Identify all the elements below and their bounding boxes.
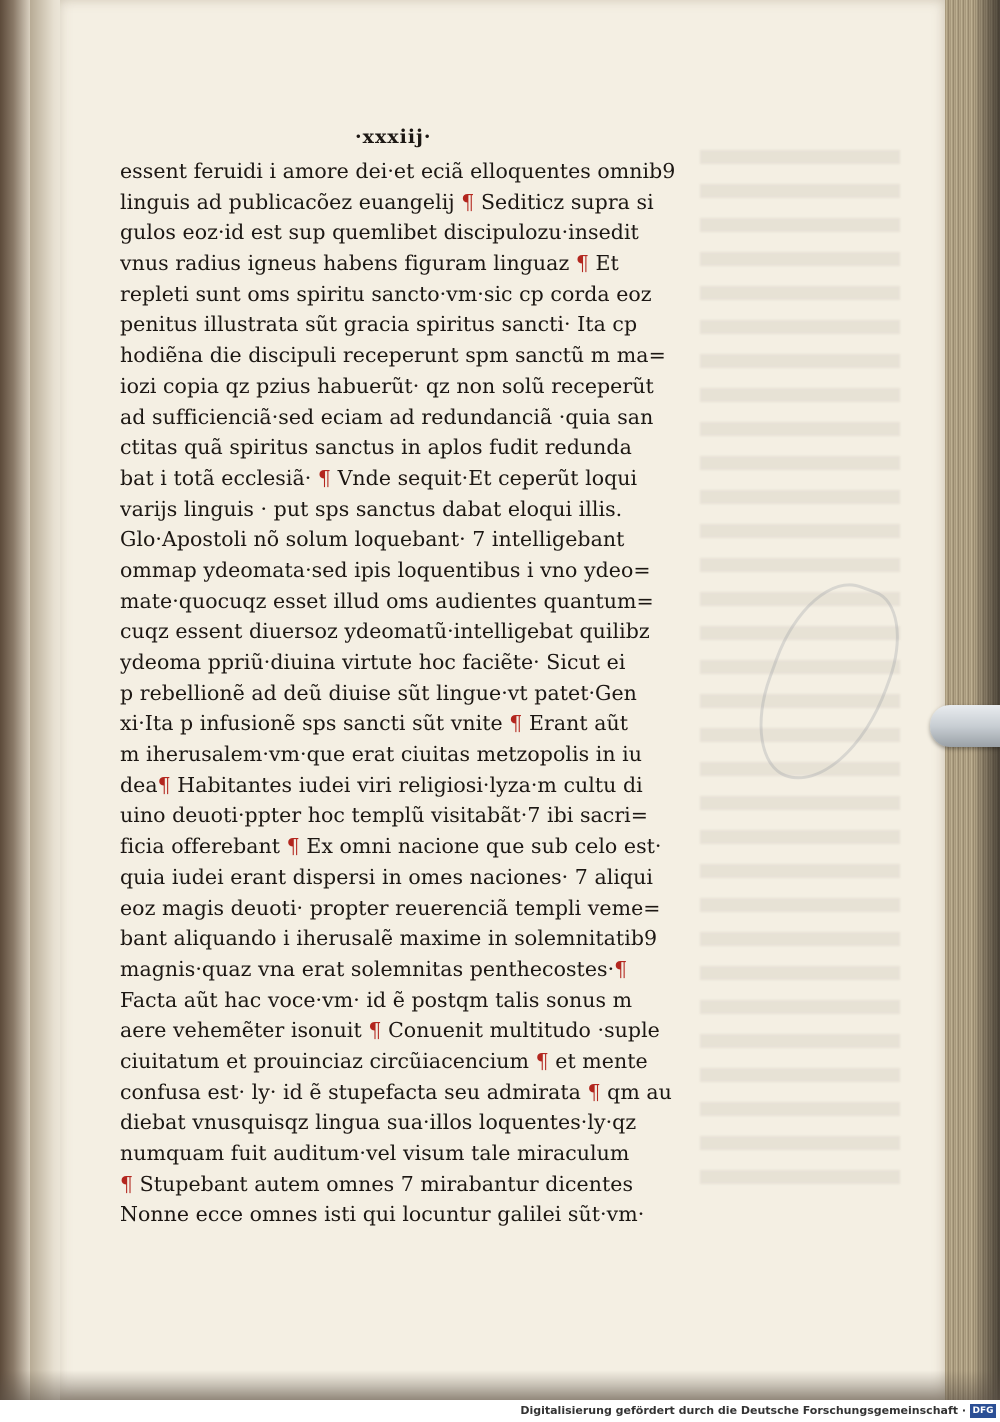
text-line: mate·quocuqz esset illud oms audientes quantum=	[120, 588, 654, 613]
rubric-paragraph-mark: ¶	[461, 189, 475, 214]
text-line: magnis·quaz vna erat solemnitas penthecostes·¶	[120, 956, 628, 981]
text-line: aere vehemẽter isonuit ¶ Conuenit multitudo ·suple	[120, 1018, 660, 1043]
text-line: varijs linguis · put sps sanctus dabat eloqui illis.	[120, 496, 623, 521]
facing-page-edge	[0, 0, 30, 1400]
text-line: repleti sunt oms spiritu sancto·vm·sic cp corda eoz	[120, 281, 652, 306]
text-line: bat i totã ecclesiã· ¶ Vnde sequit·Et ceperũt loqui	[120, 465, 638, 490]
rubric-paragraph-mark: ¶	[286, 834, 300, 859]
text-line: ciuitatum et prouinciaz circũiacencium ¶ et mente	[120, 1048, 648, 1073]
footer-credit: Digitalisierung gefördert durch die Deutsche Forschungsgemeinschaft ·	[520, 1404, 966, 1417]
dfg-logo: DFG	[970, 1404, 996, 1418]
text-line: confusa est· ly· id ẽ stupefacta seu admirata ¶ qm au	[120, 1079, 672, 1104]
page-edges-shadow	[975, 0, 1000, 1400]
text-line: diebat vnusquisqz lingua sua·illos loquentes·ly·qz	[120, 1110, 637, 1135]
rubric-paragraph-mark: ¶	[509, 711, 523, 736]
text-line: eoz magis deuoti· propter reuerenciã templi veme=	[120, 895, 661, 920]
bottom-shadow	[0, 1370, 1000, 1400]
text-line: ficia offerebant ¶ Ex omni nacione que sub celo est·	[120, 834, 662, 859]
page-clip	[930, 705, 1000, 747]
rubric-paragraph-mark: ¶	[120, 1171, 134, 1196]
text-line: ydeoma ppriũ·diuina virtute hoc faciẽte· Sicut ei	[120, 650, 626, 674]
text-line: Glo·Apostoli nõ solum loquebant· 7 intelligebant	[120, 527, 625, 552]
text-line: m iherusalem·vm·que erat ciuitas metzopolis in iu	[120, 742, 642, 767]
folio-number: ·xxxiij·	[355, 126, 432, 148]
text-line: Facta aũt hac voce·vm· id ẽ postqm talis sonus m	[120, 987, 633, 1012]
text-line: uino deuoti·ppter hoc templũ visitabãt·7 ibi sacri=	[120, 803, 649, 828]
rubric-paragraph-mark: ¶	[317, 465, 331, 490]
text-line: Nonne ecce omnes isti qui locuntur galilei sũt·vm·	[120, 1202, 645, 1227]
rubric-paragraph-mark: ¶	[575, 251, 589, 276]
text-line: gulos eoz·id est sup quemlibet discipulozu·insedit	[120, 220, 639, 245]
rubric-paragraph-mark: ¶	[368, 1018, 382, 1043]
text-line: xi·Ita p infusionẽ sps sancti sũt vnite ¶ Erant aũt	[120, 711, 629, 736]
rubric-paragraph-mark: ¶	[614, 956, 628, 981]
body-text	[120, 156, 700, 1230]
text-line: ctitas quã spiritus sanctus in aplos fudit redunda	[120, 435, 632, 460]
text-line: iozi copia qz pzius habuerũt· qz non solũ receperũt	[120, 373, 654, 398]
text-line: essent feruidi i amore dei·et eciã elloquentes omnib9	[120, 159, 676, 183]
text-line: hodiẽna die discipuli receperunt spm sanctũ m ma=	[120, 343, 666, 368]
text-line: numquam fuit auditum·vel visum tale miraculum	[120, 1141, 630, 1165]
rubric-paragraph-mark: ¶	[587, 1079, 601, 1104]
text-line: quia iudei erant dispersi in omes naciones· 7 aliqui	[120, 864, 653, 889]
text-line: linguis ad publicacõez euangelij ¶ Sediticz supra si	[120, 189, 654, 214]
rubric-paragraph-mark: ¶	[157, 772, 171, 797]
text-line: penitus illustrata sũt gracia spiritus sancti· Ita cp	[120, 312, 638, 337]
text-line: bant aliquando i iherusalẽ maxime in solemnitatib9	[120, 926, 658, 951]
text-line: dea¶ Habitantes iudei viri religiosi·lyza·m cultu di	[120, 772, 643, 797]
text-line: cuqz essent diuersoz ydeomatũ·intelligebat quilibz	[120, 619, 650, 644]
text-line: ad sufficienciã·sed eciam ad redundanciã ·quia san	[120, 404, 654, 429]
text-line: ¶ Stupebant autem omnes 7 mirabantur dicentes	[120, 1171, 634, 1196]
text-line: ommap ydeomata·sed ipis loquentibus i vno ydeo=	[120, 557, 651, 582]
text-line: p rebellionẽ ad deũ diuise sũt lingue·vt patet·Gen	[120, 680, 637, 705]
footer-bar	[0, 1400, 1000, 1422]
rubric-paragraph-mark: ¶	[535, 1048, 549, 1073]
text-line: vnus radius igneus habens figuram linguaz ¶ Et	[120, 251, 619, 276]
